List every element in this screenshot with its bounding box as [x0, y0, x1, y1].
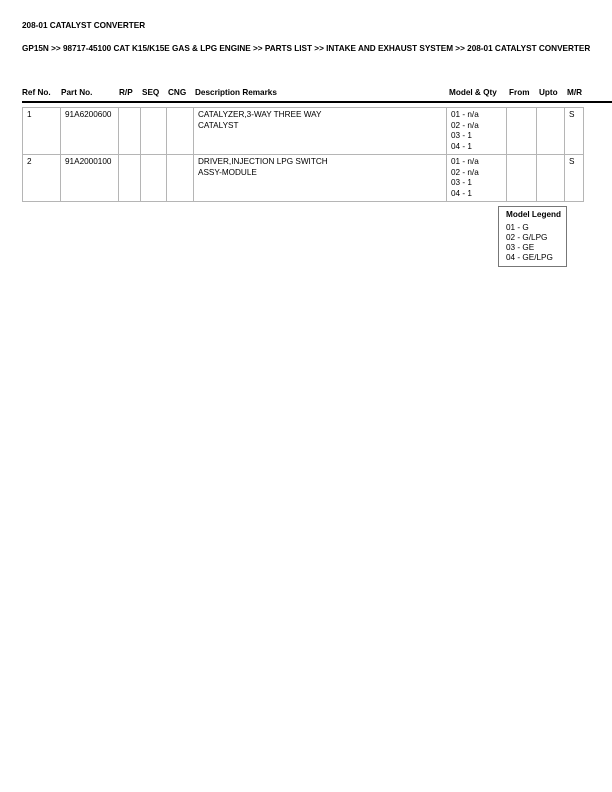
- cell-part-no: 91A2000100: [61, 155, 119, 202]
- model-legend: [498, 206, 567, 267]
- model-qty-line: 03 - 1: [451, 131, 472, 140]
- cell-cng: [167, 155, 194, 202]
- col-header-model-qty: Model & Qty: [449, 88, 497, 97]
- page-title: 208-01 CATALYST CONVERTER: [22, 21, 146, 30]
- model-qty-line: 02 - n/a: [451, 167, 479, 177]
- table-header: [22, 88, 583, 100]
- cell-upto: [537, 155, 565, 202]
- cell-mr: S: [565, 108, 584, 155]
- legend-item: 03 - GE: [506, 243, 535, 252]
- cell-model-qty: [447, 108, 507, 155]
- model-qty-line: 01 - n/a: [451, 157, 479, 166]
- model-qty-line: 02 - n/a: [451, 120, 479, 130]
- legend-item: 01 - G: [506, 223, 529, 232]
- cell-part-no: 91A6200600: [61, 108, 119, 155]
- col-header-rp: R/P: [119, 88, 133, 97]
- col-header-description: Description Remarks: [195, 88, 277, 97]
- cell-ref-no: 2: [23, 155, 61, 202]
- col-header-cng: CNG: [168, 88, 187, 97]
- cell-from: [507, 108, 537, 155]
- model-qty-line: 04 - 1: [451, 188, 472, 198]
- cell-rp: [119, 108, 141, 155]
- parts-table: [22, 107, 584, 202]
- cell-rp: [119, 155, 141, 202]
- cell-seq: [141, 155, 167, 202]
- table-row: [23, 155, 584, 202]
- cell-upto: [537, 108, 565, 155]
- header-divider: [22, 101, 612, 103]
- cell-description: [194, 108, 447, 155]
- legend-item: 02 - G/LPG: [506, 233, 548, 242]
- description-text: DRIVER,INJECTION LPG SWITCH ASSY-MODULE: [198, 157, 328, 177]
- model-qty-line: 04 - 1: [451, 141, 472, 151]
- cell-from: [507, 155, 537, 202]
- description-text: CATALYZER,3-WAY THREE WAY CATALYST: [198, 110, 322, 130]
- model-qty-line: 03 - 1: [451, 178, 472, 187]
- cell-description: [194, 155, 447, 202]
- col-header-from: From: [509, 88, 530, 97]
- table-row: [23, 108, 584, 155]
- col-header-mr: M/R: [567, 88, 583, 97]
- cell-model-qty: [447, 155, 507, 202]
- col-header-ref-no: Ref No.: [22, 88, 51, 97]
- cell-seq: [141, 108, 167, 155]
- col-header-part-no: Part No.: [61, 88, 93, 97]
- cell-mr: S: [565, 155, 584, 202]
- col-header-upto: Upto: [539, 88, 558, 97]
- legend-item: 04 - GE/LPG: [506, 253, 553, 262]
- cell-cng: [167, 108, 194, 155]
- legend-title: Model Legend: [506, 210, 562, 219]
- col-header-seq: SEQ: [142, 88, 160, 97]
- model-qty-line: 01 - n/a: [451, 110, 479, 119]
- breadcrumb: GP15N >> 98717-45100 CAT K15/K15E GAS & LPG ENGINE >> PARTS LIST >> INTAKE AND EXHAUST SYSTEM >> 208-01 CATALYST CONVERTER: [22, 44, 591, 53]
- cell-ref-no: 1: [23, 108, 61, 155]
